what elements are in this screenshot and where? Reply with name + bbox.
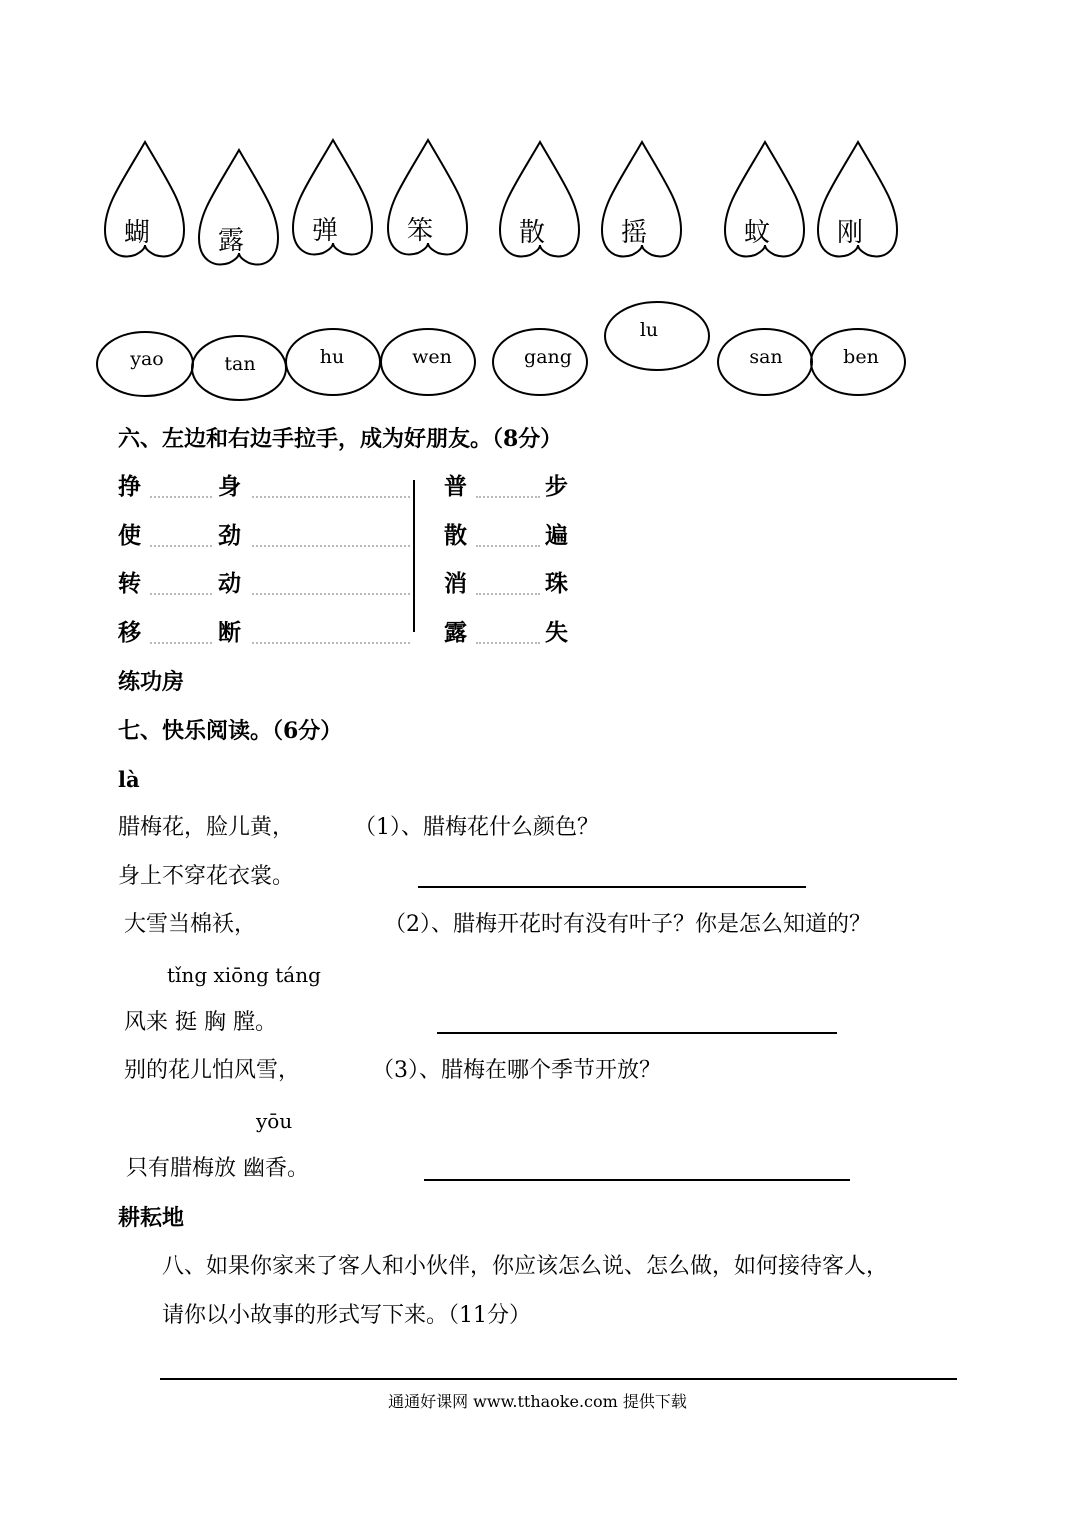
answer-line-3 [424,1179,850,1181]
drop-char: 蝴 [123,218,150,248]
answer-line-1 [418,886,806,888]
pinyin-la: là [118,767,140,792]
match-left-char: 转 [118,570,141,597]
dotted-leader [476,496,540,498]
drop-char: 散 [518,218,545,248]
section6-title: 六、左边和右边手拉手，成为好朋友。（8分） [118,426,563,452]
dotted-leader [150,593,212,595]
dotted-leader [476,642,540,644]
match-right-char: 普 [444,473,467,500]
dotted-leader [150,642,212,644]
field-label: 耕耘地 [118,1205,185,1231]
divider-line [413,480,415,632]
match-left-char: 劲 [218,522,241,549]
pinyin-you: yōu [256,1109,293,1133]
poem-line: 大雪当棉袄， [124,912,257,937]
answer-line-2 [437,1032,837,1034]
pinyin-ting-xiong-tang: tǐng xiōng táng [167,963,321,987]
practice-room-label: 练功房 [118,669,185,695]
match-left-char: 身 [218,473,241,500]
section8-line-1: 八、如果你家来了客人和小伙伴，你应该怎么说、怎么做，如何接待客人， [162,1254,889,1279]
bubble-pinyin: lu [639,319,659,341]
drop-char: 蚊 [743,218,770,248]
question-1: （1）、腊梅花什么颜色？ [354,815,599,840]
drop-char: 摇 [620,218,647,248]
match-right-char: 珠 [545,570,568,597]
dotted-leader [252,545,410,547]
question-3: （3）、腊梅在哪个季节开放？ [372,1058,661,1083]
match-right-char: 遍 [545,522,568,549]
question-2: （2）、腊梅开花时有没有叶子？你是怎么知道的？ [384,912,871,937]
drop-char: 露 [217,226,244,256]
poem-line: 风来 挺 胸 膛。 [124,1010,277,1035]
bubble-pinyin: yao [130,348,164,370]
dotted-leader [252,496,410,498]
drop-char: 弹 [311,216,338,246]
poem-line: 身上不穿花衣裳。 [118,864,295,889]
bubble-pinyin: gang [524,346,572,368]
poem-line: 别的花儿怕风雪， [124,1058,301,1083]
bubble-pinyin: hu [319,346,345,368]
match-right-char: 散 [444,522,467,549]
match-right-char: 露 [444,619,467,646]
bubble-pinyin: tan [224,353,256,375]
dotted-leader [150,545,212,547]
bubble-pinyin: wen [412,346,452,368]
poem-line: 只有腊梅放 幽香。 [126,1156,309,1181]
match-left-char: 挣 [118,473,141,500]
dotted-leader [476,545,540,547]
section7-title: 七、快乐阅读。（6分） [118,718,343,744]
footer-rule [160,1378,957,1380]
match-right-char: 失 [545,619,568,646]
bubble-pinyin: ben [843,346,879,368]
poem-line: 腊梅花，脸儿黄， [118,815,295,840]
section8-line-2: 请你以小故事的形式写下来。（11分） [162,1303,531,1328]
dotted-leader [476,593,540,595]
match-right-char: 消 [444,570,467,597]
drop-char: 笨 [406,216,433,246]
bubble-pinyin: san [749,346,783,368]
match-right-char: 步 [545,473,568,500]
dotted-leader [252,593,410,595]
match-left-char: 断 [218,619,241,646]
footer-text: 通通好课网 www.tthaoke.com 提供下载 [388,1392,687,1411]
match-left-char: 移 [118,619,141,646]
dotted-leader [252,642,410,644]
match-left-char: 动 [218,570,241,597]
dotted-leader [150,496,212,498]
match-left-char: 使 [118,522,141,549]
drop-char: 刚 [836,218,863,248]
